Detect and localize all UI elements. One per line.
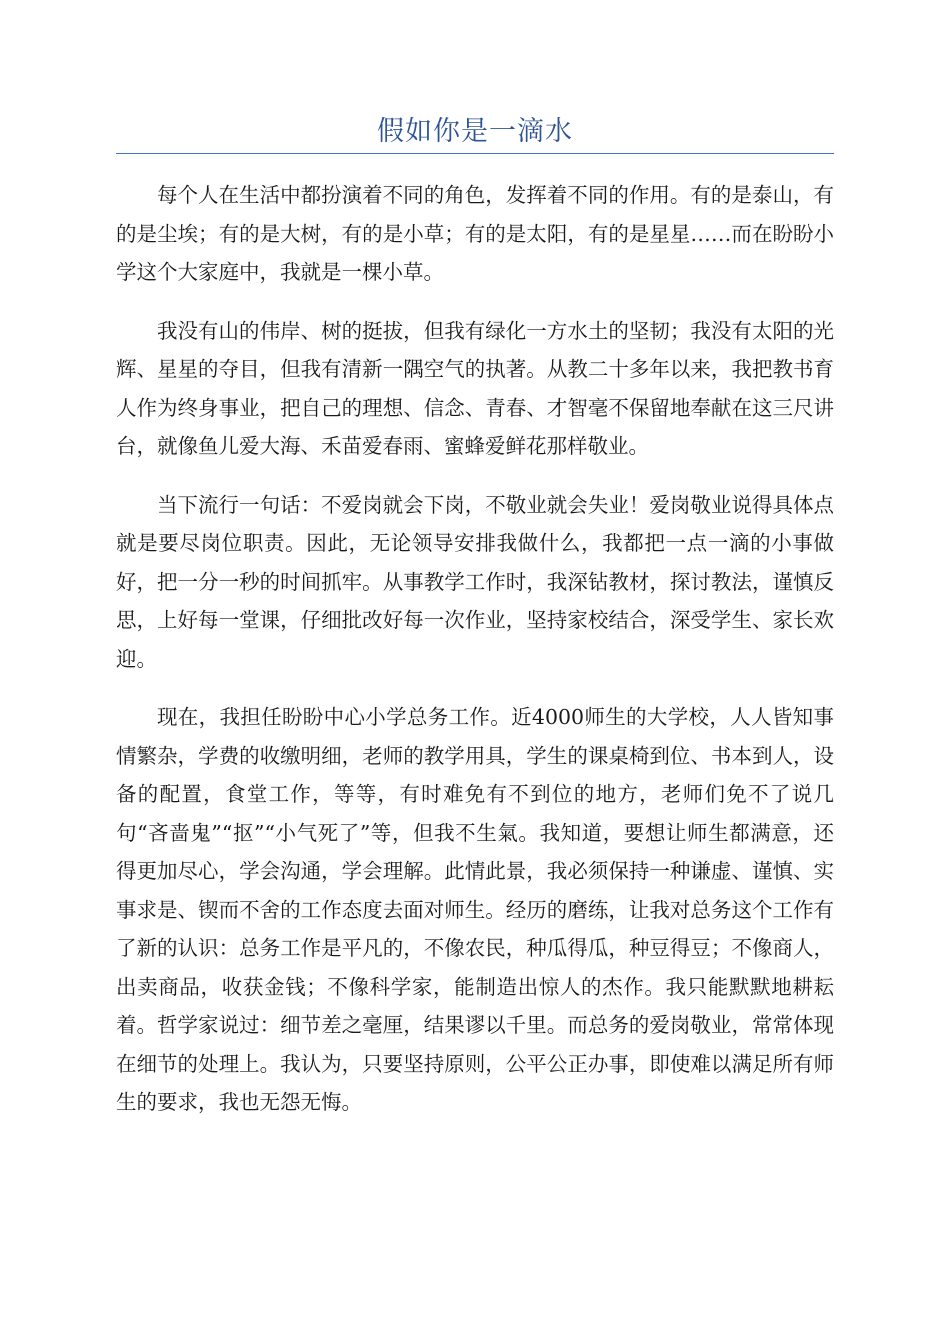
title-block [116, 112, 834, 154]
page-title: 假如你是一滴水 [377, 116, 573, 147]
paragraph-4: 现在，我担任盼盼中心小学总务工作。近4000师生的大学校，人人皆知事情繁杂，学费的收缴明细，老师的教学用具，学生的课桌椅到位、书本到人，设备的配置，食堂工作，等等，有时难免有不到位的地方，老师们免不了说几句“吝啬鬼”“抠”“小气死了”等，但我不生氣。我知道，要想让师生都满意，还得更加尽心，学会沟通，学会理解。此情此景，我必须保持一种谦虚、谨慎、实事求是、锲而不舍的工作态度去面对师生。经历的磨练，让我对总务这个工作有了新的认识：总务工作是平凡的，不像农民，种瓜得瓜，种豆得豆；不像商人，出卖商品，收获金钱；不像科学家，能制造出惊人的杰作。我只能默默地耕耘着。哲学家说过：细节差之毫厘，结果谬以千里。而总务的爱岗敬业，常常体现在细节的处理上。我认为，只要坚持原则，公平公正办事，即使难以满足所有师生的要求，我也无怨无悔。 [116, 705, 834, 1114]
paragraph-2: 我没有山的伟岸、树的挺拔，但我有绿化一方水土的坚韧；我没有太阳的光辉、星星的夺目，但我有清新一隅空气的执著。从教二十多年以来，我把教书育人作为终身事业，把自己的理想、信念、青春、才智毫不保留地奉献在这三尺讲台，就像鱼儿爱大海、禾苗爱春雨、蜜蜂爱鲜花那样敬业。 [116, 318, 834, 458]
document-body [116, 176, 834, 1142]
title-underline [116, 153, 834, 154]
paragraph-1: 每个人在生活中都扮演着不同的角色，发挥着不同的作用。有的是泰山，有的是尘埃；有的是大树，有的是小草；有的是太阳，有的是星星……而在盼盼小学这个大家庭中，我就是一棵小草。 [116, 183, 834, 284]
paragraph-3: 当下流行一句话：不爱岗就会下岗，不敬业就会失业！爱岗敬业说得具体点就是要尽岗位职责。因此，无论领导安排我做什么，我都把一点一滴的小事做好，把一分一秒的时间抓牢。从事教学工作时，我深钻教材，探讨教法，谨慎反思，上好每一堂课，仔细批改好每一次作业，坚持家校结合，深受学生、家长欢迎。 [116, 492, 834, 671]
